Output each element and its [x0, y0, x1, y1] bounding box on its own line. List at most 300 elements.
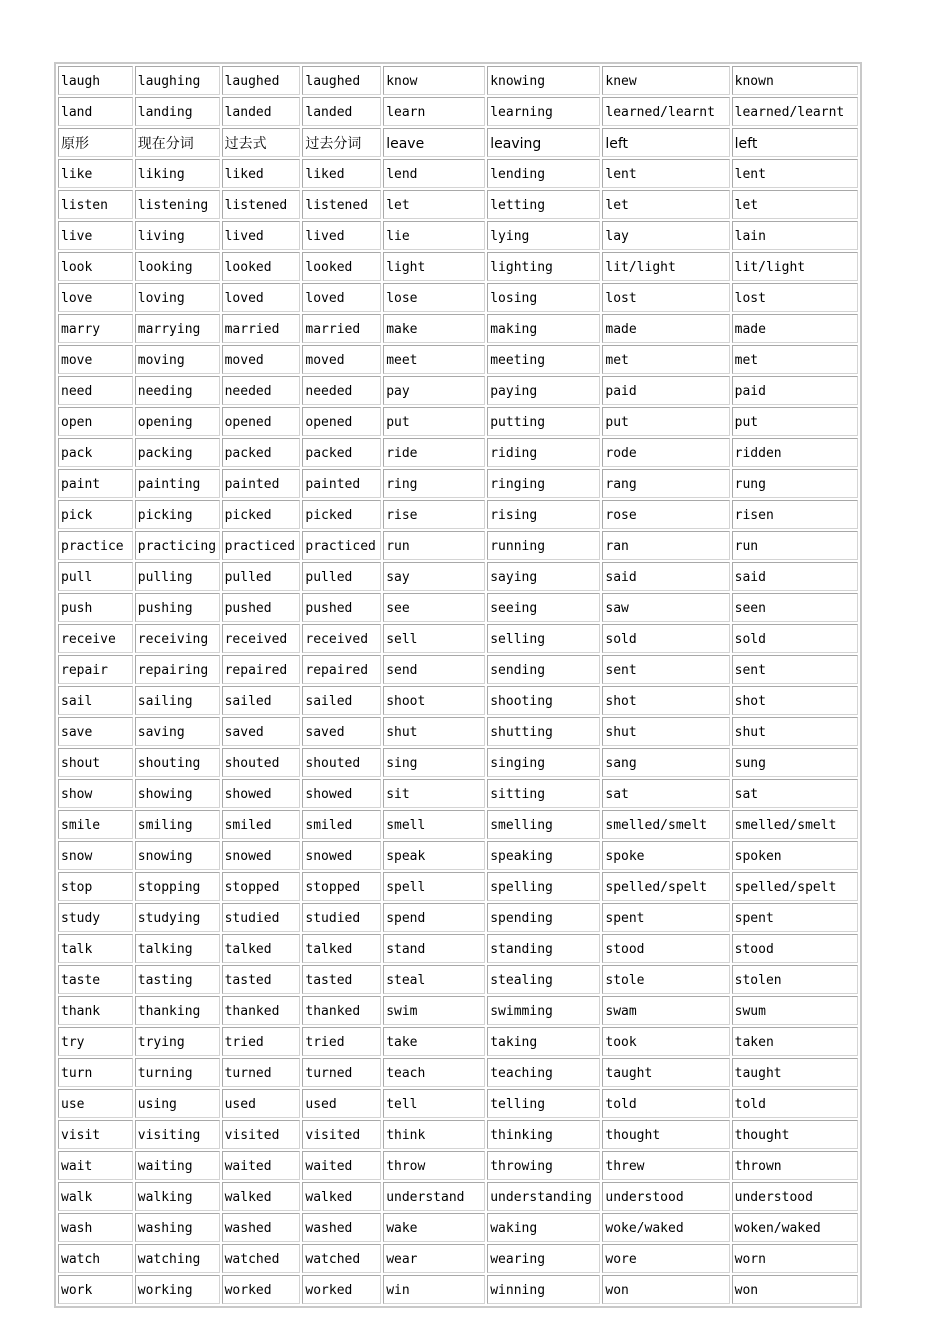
cell-base-form: shout [58, 748, 133, 777]
cell-present-participle: studying [135, 903, 220, 932]
cell-past-participle: worked [302, 1275, 381, 1304]
cell-past-participle: used [302, 1089, 381, 1118]
cell-present-participle: listening [135, 190, 220, 219]
cell-present-participle: pushing [135, 593, 220, 622]
cell-present-participle: washing [135, 1213, 220, 1242]
cell-base-form-2: tell [383, 1089, 485, 1118]
cell-past-tense-2: rode [602, 438, 729, 467]
cell-base-form-2: smell [383, 810, 485, 839]
cell-past-tense-2: saw [602, 593, 729, 622]
cell-base-form-2: pay [383, 376, 485, 405]
table-row [58, 624, 858, 653]
cell-base-form-2: send [383, 655, 485, 684]
cell-past-participle: packed [302, 438, 381, 467]
cell-past-tense-2: wore [602, 1244, 729, 1273]
cell-present-participle-2: losing [487, 283, 600, 312]
cell-base-form-2: light [383, 252, 485, 281]
cell-past-participle-2: sold [732, 624, 858, 653]
cell-past-participle: talked [302, 934, 381, 963]
cell-past-tense: walked [222, 1182, 301, 1211]
cell-base-form-2: let [383, 190, 485, 219]
cell-past-participle: saved [302, 717, 381, 746]
cell-present-participle-2: standing [487, 934, 600, 963]
cell-past-tense: married [222, 314, 301, 343]
cell-base-form: land [58, 97, 133, 126]
cell-past-tense: pulled [222, 562, 301, 591]
cell-base-form: open [58, 407, 133, 436]
cell-present-participle: stopping [135, 872, 220, 901]
cell-present-participle: using [135, 1089, 220, 1118]
cell-present-participle-2: understanding [487, 1182, 600, 1211]
cell-past-tense: painted [222, 469, 301, 498]
cell-past-participle-2: paid [732, 376, 858, 405]
table-row [58, 159, 858, 188]
cell-past-tense: practiced [222, 531, 301, 560]
cell-past-tense-2: understood [602, 1182, 729, 1211]
cell-present-participle-2: sending [487, 655, 600, 684]
cell-past-participle-2: taught [732, 1058, 858, 1087]
cell-present-participle: visiting [135, 1120, 220, 1149]
cell-past-tense-2: paid [602, 376, 729, 405]
table-row [58, 1120, 858, 1149]
cell-past-participle: picked [302, 500, 381, 529]
cell-past-tense-2: sang [602, 748, 729, 777]
cell-past-tense: stopped [222, 872, 301, 901]
cell-past-participle: snowed [302, 841, 381, 870]
cell-present-participle: practicing [135, 531, 220, 560]
table-row [58, 1275, 858, 1304]
table-row [58, 283, 858, 312]
cell-present-participle: repairing [135, 655, 220, 684]
cell-past-tense: sailed [222, 686, 301, 715]
table-row [58, 376, 858, 405]
table-row [58, 779, 858, 808]
cell-present-participle-2: paying [487, 376, 600, 405]
cell-base-form-2: teach [383, 1058, 485, 1087]
cell-past-participle: moved [302, 345, 381, 374]
cell-present-participle: living [135, 221, 220, 250]
cell-present-participle-2: rising [487, 500, 600, 529]
cell-present-participle-2: smelling [487, 810, 600, 839]
cell-past-participle: sailed [302, 686, 381, 715]
cell-past-participle: shouted [302, 748, 381, 777]
cell-base-form: practice [58, 531, 133, 560]
cell-past-participle-2: understood [732, 1182, 858, 1211]
cell-base-form: pull [58, 562, 133, 591]
cell-base-form: sail [58, 686, 133, 715]
cell-base-form: repair [58, 655, 133, 684]
cell-past-participle-2: shot [732, 686, 858, 715]
cell-base-form: 原形 [58, 128, 133, 157]
cell-past-participle: pushed [302, 593, 381, 622]
cell-base-form: laugh [58, 66, 133, 95]
cell-past-tense: waited [222, 1151, 301, 1180]
cell-present-participle-2: running [487, 531, 600, 560]
cell-base-form-2: ring [383, 469, 485, 498]
cell-base-form-2: see [383, 593, 485, 622]
cell-present-participle: pulling [135, 562, 220, 591]
cell-present-participle: opening [135, 407, 220, 436]
cell-present-participle: loving [135, 283, 220, 312]
table-row [58, 655, 858, 684]
cell-base-form-2: shut [383, 717, 485, 746]
cell-base-form-2: stand [383, 934, 485, 963]
cell-base-form: like [58, 159, 133, 188]
cell-past-tense-2: won [602, 1275, 729, 1304]
cell-past-tense: repaired [222, 655, 301, 684]
cell-past-participle-2: spent [732, 903, 858, 932]
cell-present-participle: 现在分词 [135, 128, 220, 157]
cell-present-participle-2: meeting [487, 345, 600, 374]
cell-past-participle: studied [302, 903, 381, 932]
table-row [58, 66, 858, 95]
cell-present-participle-2: selling [487, 624, 600, 653]
cell-past-participle-2: sat [732, 779, 858, 808]
table-row [58, 1151, 858, 1180]
cell-present-participle: needing [135, 376, 220, 405]
cell-past-participle: thanked [302, 996, 381, 1025]
cell-past-participle: needed [302, 376, 381, 405]
cell-present-participle: looking [135, 252, 220, 281]
cell-present-participle: walking [135, 1182, 220, 1211]
cell-past-tense: packed [222, 438, 301, 467]
cell-present-participle: saving [135, 717, 220, 746]
cell-past-participle: visited [302, 1120, 381, 1149]
cell-past-participle-2: worn [732, 1244, 858, 1273]
cell-past-tense-2: let [602, 190, 729, 219]
cell-base-form: pack [58, 438, 133, 467]
cell-present-participle: trying [135, 1027, 220, 1056]
table-row [58, 345, 858, 374]
cell-base-form: snow [58, 841, 133, 870]
cell-past-participle-2: said [732, 562, 858, 591]
cell-past-tense-2: spelled/spelt [602, 872, 729, 901]
cell-past-participle-2: let [732, 190, 858, 219]
cell-past-participle: pulled [302, 562, 381, 591]
cell-present-participle: sailing [135, 686, 220, 715]
cell-base-form-2: sit [383, 779, 485, 808]
cell-past-tense-2: sat [602, 779, 729, 808]
cell-base-form: show [58, 779, 133, 808]
cell-present-participle-2: taking [487, 1027, 600, 1056]
cell-base-form: wash [58, 1213, 133, 1242]
cell-past-participle: lived [302, 221, 381, 250]
cell-past-tense: tasted [222, 965, 301, 994]
cell-past-tense: landed [222, 97, 301, 126]
cell-present-participle-2: shooting [487, 686, 600, 715]
cell-past-participle-2: taken [732, 1027, 858, 1056]
cell-base-form: pick [58, 500, 133, 529]
cell-base-form: visit [58, 1120, 133, 1149]
cell-past-tense-2: shot [602, 686, 729, 715]
cell-past-participle-2: stolen [732, 965, 858, 994]
cell-present-participle-2: spending [487, 903, 600, 932]
cell-base-form: push [58, 593, 133, 622]
cell-past-participle-2: run [732, 531, 858, 560]
cell-past-participle: tried [302, 1027, 381, 1056]
cell-past-tense-2: met [602, 345, 729, 374]
table-row [58, 190, 858, 219]
cell-present-participle-2: putting [487, 407, 600, 436]
cell-base-form: talk [58, 934, 133, 963]
cell-past-tense-2: lost [602, 283, 729, 312]
cell-present-participle-2: wearing [487, 1244, 600, 1273]
cell-present-participle: moving [135, 345, 220, 374]
cell-base-form: stop [58, 872, 133, 901]
table-row [58, 531, 858, 560]
cell-past-participle: painted [302, 469, 381, 498]
cell-present-participle-2: knowing [487, 66, 600, 95]
cell-base-form: listen [58, 190, 133, 219]
cell-past-participle-2: spoken [732, 841, 858, 870]
cell-present-participle: waiting [135, 1151, 220, 1180]
cell-past-participle-2: woken/waked [732, 1213, 858, 1242]
cell-past-participle-2: won [732, 1275, 858, 1304]
cell-present-participle: landing [135, 97, 220, 126]
cell-base-form: walk [58, 1182, 133, 1211]
cell-past-participle: tasted [302, 965, 381, 994]
cell-base-form-2: throw [383, 1151, 485, 1180]
cell-past-participle-2: rung [732, 469, 858, 498]
cell-past-tense-2: rang [602, 469, 729, 498]
cell-past-tense-2: lit/light [602, 252, 729, 281]
cell-past-tense: studied [222, 903, 301, 932]
cell-past-participle-2: seen [732, 593, 858, 622]
cell-base-form-2: take [383, 1027, 485, 1056]
cell-present-participle: shouting [135, 748, 220, 777]
cell-past-tense-2: took [602, 1027, 729, 1056]
cell-base-form-2: learn [383, 97, 485, 126]
cell-past-tense-2: stole [602, 965, 729, 994]
cell-past-tense-2: learned/learnt [602, 97, 729, 126]
cell-base-form: study [58, 903, 133, 932]
cell-present-participle: snowing [135, 841, 220, 870]
cell-past-participle: landed [302, 97, 381, 126]
table-row [58, 97, 858, 126]
table-row [58, 872, 858, 901]
cell-base-form: live [58, 221, 133, 250]
cell-present-participle-2: singing [487, 748, 600, 777]
cell-past-tense-2: stood [602, 934, 729, 963]
cell-past-participle: practiced [302, 531, 381, 560]
cell-base-form-2: speak [383, 841, 485, 870]
cell-base-form-2: meet [383, 345, 485, 374]
cell-base-form-2: make [383, 314, 485, 343]
cell-past-participle-2: ridden [732, 438, 858, 467]
cell-present-participle-2: swimming [487, 996, 600, 1025]
cell-base-form: receive [58, 624, 133, 653]
cell-present-participle-2: making [487, 314, 600, 343]
cell-present-participle: picking [135, 500, 220, 529]
cell-base-form: turn [58, 1058, 133, 1087]
cell-present-participle-2: lighting [487, 252, 600, 281]
cell-past-tense-2: told [602, 1089, 729, 1118]
cell-present-participle: smiling [135, 810, 220, 839]
cell-past-tense: received [222, 624, 301, 653]
cell-past-participle-2: sung [732, 748, 858, 777]
cell-past-participle: showed [302, 779, 381, 808]
verb-forms-table [54, 62, 862, 1308]
cell-past-tense-2: lay [602, 221, 729, 250]
cell-base-form-2: wake [383, 1213, 485, 1242]
cell-past-participle: loved [302, 283, 381, 312]
cell-base-form-2: win [383, 1275, 485, 1304]
cell-past-tense: smiled [222, 810, 301, 839]
cell-past-tense: needed [222, 376, 301, 405]
cell-past-tense-2: sent [602, 655, 729, 684]
cell-base-form-2: swim [383, 996, 485, 1025]
cell-past-tense-2: thought [602, 1120, 729, 1149]
table-row [58, 1058, 858, 1087]
cell-past-participle: opened [302, 407, 381, 436]
cell-present-participle-2: lying [487, 221, 600, 250]
cell-base-form: paint [58, 469, 133, 498]
cell-present-participle: laughing [135, 66, 220, 95]
cell-past-participle: married [302, 314, 381, 343]
cell-past-participle-2: sent [732, 655, 858, 684]
cell-present-participle: turning [135, 1058, 220, 1087]
cell-base-form-2: lie [383, 221, 485, 250]
cell-present-participle-2: telling [487, 1089, 600, 1118]
cell-base-form: need [58, 376, 133, 405]
cell-past-participle: liked [302, 159, 381, 188]
cell-past-participle: repaired [302, 655, 381, 684]
cell-past-tense: picked [222, 500, 301, 529]
cell-past-participle-2: smelled/smelt [732, 810, 858, 839]
cell-present-participle-2: speaking [487, 841, 600, 870]
cell-past-participle-2: thrown [732, 1151, 858, 1180]
cell-past-participle: received [302, 624, 381, 653]
cell-present-participle: marrying [135, 314, 220, 343]
cell-base-form-2: rise [383, 500, 485, 529]
cell-present-participle: showing [135, 779, 220, 808]
cell-base-form: save [58, 717, 133, 746]
cell-past-participle-2: lit/light [732, 252, 858, 281]
cell-past-tense: thanked [222, 996, 301, 1025]
cell-base-form-2: steal [383, 965, 485, 994]
cell-past-participle-2: spelled/spelt [732, 872, 858, 901]
cell-base-form: wait [58, 1151, 133, 1180]
cell-past-tense-2: taught [602, 1058, 729, 1087]
cell-past-participle-2: known [732, 66, 858, 95]
cell-present-participle: painting [135, 469, 220, 498]
cell-present-participle-2: ringing [487, 469, 600, 498]
cell-past-tense: turned [222, 1058, 301, 1087]
cell-base-form-2: sell [383, 624, 485, 653]
cell-past-participle-2: put [732, 407, 858, 436]
table-row [58, 407, 858, 436]
cell-past-participle: walked [302, 1182, 381, 1211]
cell-base-form-2: ride [383, 438, 485, 467]
table-row [58, 965, 858, 994]
table-row [58, 128, 858, 157]
cell-past-tense-2: woke/waked [602, 1213, 729, 1242]
cell-base-form-2: leave [383, 128, 485, 157]
cell-present-participle-2: seeing [487, 593, 600, 622]
cell-past-participle-2: lain [732, 221, 858, 250]
table-row [58, 748, 858, 777]
cell-past-tense: snowed [222, 841, 301, 870]
cell-base-form-2: lose [383, 283, 485, 312]
cell-past-participle-2: swum [732, 996, 858, 1025]
cell-past-participle-2: learned/learnt [732, 97, 858, 126]
cell-present-participle: thanking [135, 996, 220, 1025]
cell-past-tense: lived [222, 221, 301, 250]
table-row [58, 252, 858, 281]
cell-base-form: taste [58, 965, 133, 994]
cell-past-tense: looked [222, 252, 301, 281]
cell-past-participle: turned [302, 1058, 381, 1087]
cell-past-tense-2: rose [602, 500, 729, 529]
cell-present-participle-2: winning [487, 1275, 600, 1304]
cell-past-participle: looked [302, 252, 381, 281]
table-row [58, 438, 858, 467]
cell-present-participle-2: waking [487, 1213, 600, 1242]
cell-base-form: look [58, 252, 133, 281]
cell-base-form-2: run [383, 531, 485, 560]
cell-past-tense: moved [222, 345, 301, 374]
cell-present-participle: talking [135, 934, 220, 963]
cell-past-participle-2: shut [732, 717, 858, 746]
table-row [58, 903, 858, 932]
cell-past-participle-2: risen [732, 500, 858, 529]
cell-past-tense: worked [222, 1275, 301, 1304]
cell-past-tense-2: spent [602, 903, 729, 932]
cell-base-form: use [58, 1089, 133, 1118]
table-row [58, 717, 858, 746]
cell-past-participle: waited [302, 1151, 381, 1180]
cell-past-participle-2: lost [732, 283, 858, 312]
cell-past-participle: stopped [302, 872, 381, 901]
table-row [58, 1213, 858, 1242]
cell-past-tense: shouted [222, 748, 301, 777]
cell-present-participle-2: spelling [487, 872, 600, 901]
cell-present-participle-2: letting [487, 190, 600, 219]
cell-past-tense-2: put [602, 407, 729, 436]
cell-past-tense: liked [222, 159, 301, 188]
cell-base-form-2: understand [383, 1182, 485, 1211]
cell-base-form-2: shoot [383, 686, 485, 715]
cell-base-form: smile [58, 810, 133, 839]
cell-present-participle-2: throwing [487, 1151, 600, 1180]
cell-present-participle: liking [135, 159, 220, 188]
cell-past-tense-2: swam [602, 996, 729, 1025]
cell-base-form: love [58, 283, 133, 312]
cell-past-tense-2: made [602, 314, 729, 343]
cell-past-participle-2: left [732, 128, 858, 157]
cell-past-tense: pushed [222, 593, 301, 622]
cell-past-participle: laughed [302, 66, 381, 95]
cell-past-tense-2: lent [602, 159, 729, 188]
table-row [58, 562, 858, 591]
cell-past-tense-2: threw [602, 1151, 729, 1180]
cell-present-participle-2: riding [487, 438, 600, 467]
cell-present-participle-2: sitting [487, 779, 600, 808]
cell-past-tense: loved [222, 283, 301, 312]
cell-past-tense: talked [222, 934, 301, 963]
table-row [58, 221, 858, 250]
cell-present-participle: receiving [135, 624, 220, 653]
cell-past-tense: washed [222, 1213, 301, 1242]
cell-present-participle: tasting [135, 965, 220, 994]
cell-past-participle-2: thought [732, 1120, 858, 1149]
cell-past-participle: watched [302, 1244, 381, 1273]
cell-present-participle-2: shutting [487, 717, 600, 746]
cell-present-participle: watching [135, 1244, 220, 1273]
cell-present-participle-2: leaving [487, 128, 600, 157]
cell-past-tense: watched [222, 1244, 301, 1273]
cell-past-tense: opened [222, 407, 301, 436]
